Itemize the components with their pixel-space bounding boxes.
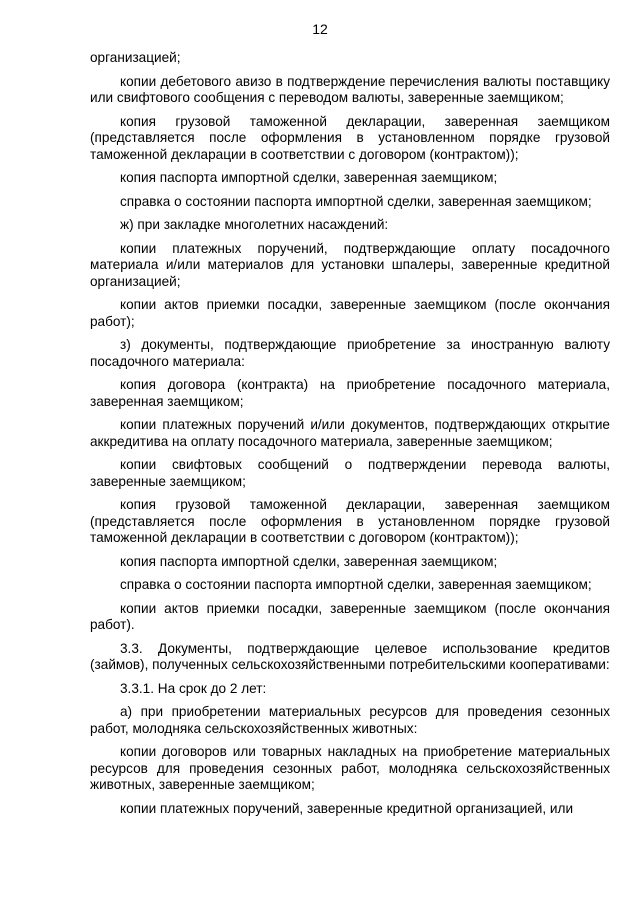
paragraph: копия паспорта импортной сделки, заверенная заемщиком; xyxy=(120,553,498,569)
paragraph: копии платежных поручений, подтверждающие оплату посадочного материала и/или материалов для установки шпалеры, заверенные кредитной организацией; xyxy=(90,240,610,289)
paragraph: копии актов приемки посадки, заверенные заемщиком (после окончания работ). xyxy=(90,600,610,632)
paragraph: копия договора (контракта) на приобретение посадочного материала, заверенная заемщиком; xyxy=(90,377,610,409)
paragraph: а) при приобретении материальных ресурсов для проведения сезонных работ, молодняка сельскохозяйственных животных: xyxy=(90,704,610,736)
paragraph: 3.3.1. На срок до 2 лет: xyxy=(120,680,267,696)
paragraph: копия грузовой таможенной декларации, заверенная заемщиком (представляется после оформления в установленном порядке грузовой таможенной декларации в соответствии с договором (контрактом)); xyxy=(90,497,610,545)
paragraph: 3.3. Документы, подтверждающие целевое использование кредитов (займов), полученных сельскохозяйственными потребительскими кооперативами: xyxy=(90,640,610,672)
paragraph: копии договоров или товарных накладных на приобретение материальных ресурсов для проведения сезонных работ, молодняка сельскохозяйственных животных, заверенные заемщиком; xyxy=(90,744,610,792)
paragraph: копии платежных поручений, заверенные кредитной организацией, или xyxy=(120,800,574,816)
document-body xyxy=(90,50,610,824)
paragraph: справка о состоянии паспорта импортной сделки, заверенная заемщиком; xyxy=(120,193,592,209)
paragraph: копии дебетового авизо в подтверждение перечисления валюты поставщику или свифтового сообщения с переводом валюты, заверенные заемщиком; xyxy=(90,73,610,105)
paragraph: копии актов приемки посадки, заверенные заемщиком (после окончания работ); xyxy=(90,297,610,329)
paragraph: ж) при закладке многолетних насаждений: xyxy=(120,217,389,232)
page-number: 12 xyxy=(312,21,328,37)
paragraph: копии свифтовых сообщений о подтверждении перевода валюты, заверенные заемщиком; xyxy=(90,457,610,489)
paragraph: организацией; xyxy=(90,50,181,65)
paragraph: копия грузовой таможенной декларации, заверенная заемщиком (представляется после оформления в установленном порядке грузовой таможенной декларации в соответствии с договором (контрактом)); xyxy=(90,113,610,162)
paragraph: копия паспорта импортной сделки, заверенная заемщиком; xyxy=(120,170,498,185)
paragraph: з) документы, подтверждающие приобретение за иностранную валюту посадочного материала: xyxy=(90,337,610,369)
paragraph: копии платежных поручений и/или документов, подтверждающих открытие аккредитива на оплату посадочного материала, заверенные заемщиком; xyxy=(90,417,610,449)
paragraph: справка о состоянии паспорта импортной сделки, заверенная заемщиком; xyxy=(120,577,592,592)
